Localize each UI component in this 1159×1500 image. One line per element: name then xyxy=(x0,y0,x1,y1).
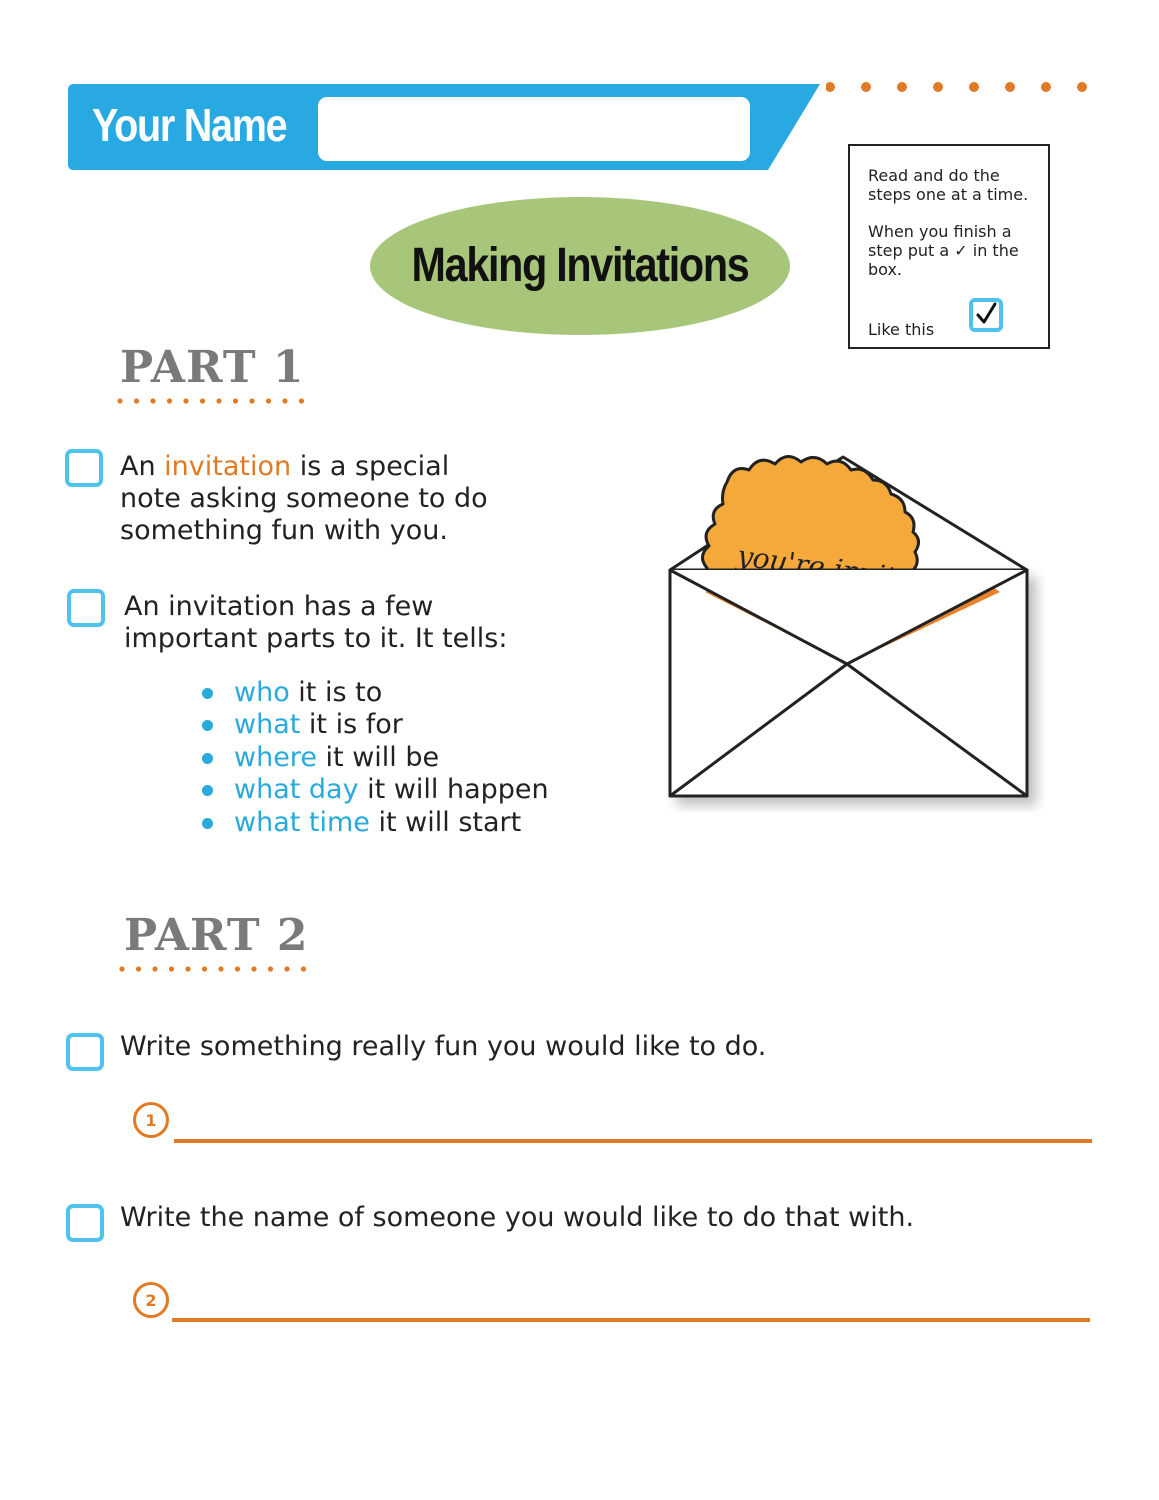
envelope-illustration xyxy=(665,452,1045,812)
checkmark-icon xyxy=(973,302,999,328)
bullet-rest: it is to xyxy=(289,677,383,708)
list-item xyxy=(200,677,549,709)
bullet-rest: it will happen xyxy=(358,774,549,806)
parts-list xyxy=(200,677,549,839)
text-pre: An xyxy=(120,451,165,482)
part1-step2-line1: An invitation has a few xyxy=(124,591,434,622)
list-item xyxy=(200,774,549,806)
instructions-line2-after: in the box. xyxy=(868,241,1019,279)
bullet-key: where xyxy=(234,741,317,773)
part1-underline-dots xyxy=(116,397,306,405)
bullet-rest: it will be xyxy=(316,741,440,773)
bullet-icon xyxy=(202,688,213,699)
instructions-box xyxy=(848,144,1050,349)
bullet-rest: it is for xyxy=(300,709,403,741)
part2-underline-dots xyxy=(118,965,308,973)
bullet-key: what day xyxy=(234,774,359,806)
number-circle-1: 1 xyxy=(133,1102,169,1138)
name-input[interactable] xyxy=(318,97,750,161)
step-checkbox-part1-2[interactable] xyxy=(67,589,105,627)
part2-step2-text: Write the name of someone you would like to do that with. xyxy=(120,1202,915,1233)
list-item xyxy=(200,807,549,839)
bullet-key: who xyxy=(234,677,290,708)
bullet-icon xyxy=(202,753,213,764)
page-title: Making Invitations xyxy=(411,239,749,292)
sample-checked-box xyxy=(969,298,1003,332)
bullet-icon xyxy=(202,720,213,731)
part1-step1-line1 xyxy=(120,451,488,483)
part2-heading: PART 2 xyxy=(124,910,309,961)
step-checkbox-part1-1[interactable] xyxy=(65,449,103,487)
list-item xyxy=(200,742,549,774)
like-this-label: Like this xyxy=(868,320,935,339)
part1-heading: PART 1 xyxy=(120,342,305,393)
text-post: is a special xyxy=(291,451,450,482)
bullet-icon xyxy=(202,785,213,796)
bullet-key: what xyxy=(234,709,301,741)
check-mark-icon: ✓ xyxy=(954,241,968,260)
part2-step1-text: Write something really fun you would like to do. xyxy=(120,1031,767,1062)
part1-step2-line2: important parts to it. It tells: xyxy=(124,623,508,654)
decorative-dots xyxy=(826,80,1096,94)
name-label: Your Name xyxy=(92,99,287,151)
part1-step1-line2: note asking someone to do xyxy=(120,483,488,514)
part1-step1-line3: something fun with you. xyxy=(120,515,448,546)
bullet-key: what time xyxy=(234,806,370,838)
bullet-rest: it will start xyxy=(369,806,522,838)
invitation-highlight: invitation xyxy=(164,451,292,482)
instructions-line1: Read and do the steps one at a time. xyxy=(868,166,1029,204)
answer-line-1[interactable] xyxy=(174,1109,1092,1143)
step-checkbox-part2-1[interactable] xyxy=(66,1033,104,1071)
step-checkbox-part2-2[interactable] xyxy=(66,1204,104,1242)
instructions-line2-before: When you finish a step put a xyxy=(868,222,1012,260)
part1-step1-text xyxy=(120,451,488,547)
part1-step2-text xyxy=(124,591,507,655)
instructions-line2 xyxy=(868,222,1036,279)
answer-line-2[interactable] xyxy=(172,1288,1090,1322)
bullet-icon xyxy=(202,818,213,829)
number-circle-2: 2 xyxy=(133,1282,169,1318)
list-item xyxy=(200,709,549,741)
